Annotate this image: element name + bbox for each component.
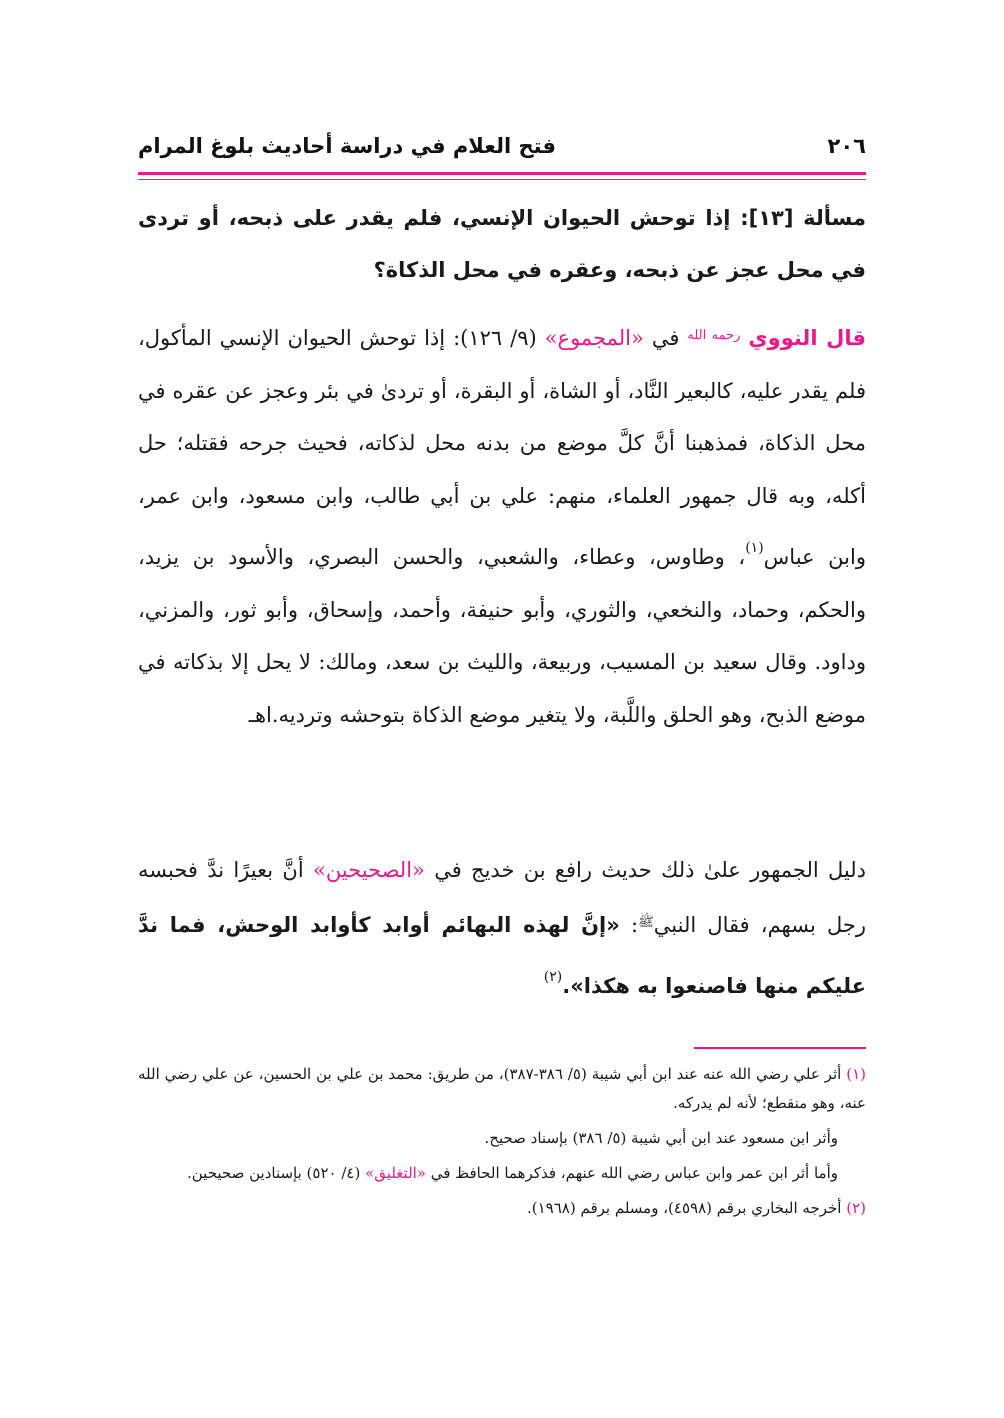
footnote-ref-2[interactable]: (٢): [543, 969, 563, 985]
page-number: ٢٠٦: [827, 134, 866, 158]
footnote-text: أثر علي رضي الله عنه عند ابن أبي شيبة (٥/ ٣٨٦-٣٨٧)، من طريق: محمد بن علي بن الحسين، عن علي رضي الله عنه، وهو منقطع؛ لأنه لم يدركه.: [138, 1065, 866, 1112]
pre-source-word: في: [651, 326, 680, 350]
footnote-number: (٢): [846, 1199, 866, 1217]
question-label: مسألة [١٣]:: [740, 206, 866, 230]
footnote-text: أخرجه البخاري برقم (٤٥٩٨)، ومسلم برقم (١٩٦٨).: [526, 1199, 842, 1217]
evidence-text-continued: أنَّ بعيرًا ندَّ فحبسه رجل بسهم، فقال النبي: [138, 858, 866, 937]
header-rule-thin: [138, 179, 866, 180]
honorific-mark: رحمه الله: [687, 328, 741, 343]
footnote-text: وأما أثر ابن عمر وابن عباس رضي الله عنهم، فذكرهما الحافظ في: [430, 1164, 838, 1182]
footnote-1-line-3: [138, 1159, 866, 1188]
evidence-text: دليل الجمهور علىٰ ذلك حديث رافع بن خديج في: [434, 858, 866, 882]
salutation-mark: ﷺ: [638, 914, 654, 930]
paragraph-text: إذا توحش الحيوان الإنسي المأكول، فلم يقدر عليه، كالبعير النَّاد، أو الشاة، أو البقرة، أو تردىٰ في بئر وعجز عن عقره في محل الذكاة، فمذهبنا أنَّ كلَّ موضع من بدنه محل لذكاته، فحيث جرحه فقتله؛ حل أكله، وبه قال جمهور العلماء، منهم: علي بن أبي طالب، وابن مسعود، وابن عمر، وابن عباس: [138, 326, 866, 569]
question-heading: [138, 192, 866, 296]
footnotes: [138, 1060, 866, 1229]
question-text: إذا توحش الحيوان الإنسي، فلم يقدر على ذبحه، أو تردى في محل عجز عن ذبحه، وعقره في محل الذكاة؟: [138, 206, 866, 282]
book-title: فتح العلام في دراسة أحاديث بلوغ المرام: [138, 134, 556, 158]
evidence-source: «الصحيحين»: [312, 858, 425, 882]
speaker-name: قال النووي: [748, 326, 866, 350]
footnote-2: [138, 1194, 866, 1223]
footnote-text: (٤/ ٥٢٠) بإسنادين صحيحين.: [187, 1164, 361, 1182]
header-rule-thick: [138, 172, 866, 175]
footnote-ref-1[interactable]: (١): [745, 540, 764, 556]
footnote-1: [138, 1060, 866, 1118]
footnote-number: (١): [846, 1065, 866, 1083]
hadith-quote: «إنَّ لهذه البهائم أوابد كأوابد الوحش، فما ندَّ عليكم منها فاصنعوا به هكذا».: [138, 912, 866, 998]
footnote-source: «التغليق»: [365, 1164, 426, 1182]
running-header: [138, 128, 866, 164]
footnote-separator: [694, 1047, 866, 1049]
source-reference: (٩/ ١٢٦):: [453, 326, 537, 350]
paragraph-evidence: دليل الجمهور علىٰ ذلك حديث رافع بن خديج في «الصحيحين» أنَّ بعيرًا ندَّ فحبسه رجل بسهم، فقال النبي$^ﷺ$: «إنَّ لهذه البهائم أوابد كأوابد الوحش، فما ندَّ عليكم منها فاصنعوا به هكذا».$^{(٢)}$: [138, 858, 866, 998]
source-title: «المجموع»: [544, 326, 644, 350]
footnote-1-line-2: وأثر ابن مسعود عند ابن أبي شيبة (٥/ ٣٨٦) بإسناد صحيح.: [484, 1129, 838, 1147]
paragraph-text-continued: ، وطاوس، وعطاء، والشعبي، والحسن البصري، والأسود بن يزيد، والحكم، وحماد، والنخعي، والثوري، وأبو حنيفة، وأحمد، وإسحاق، وأبو ثور، والمزني، وداود. وقال سعيد بن المسيب، وربيعة، والليث بن سعد، ومالك: لا يحل إلا بذكاته في موضع الذبح، وهو الحلق واللَّبة، ولا يتغير موضع الذكاة بتوحشه وترديه.اهـ: [138, 545, 866, 727]
paragraph-nawawi: [138, 310, 866, 741]
